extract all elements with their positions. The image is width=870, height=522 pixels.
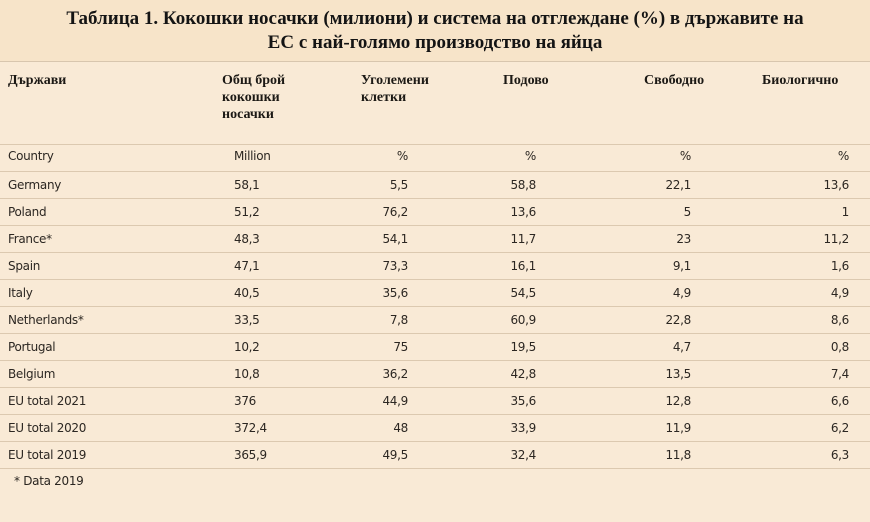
unit-free-range: %	[679, 149, 691, 163]
cell-country: EU total 2020	[8, 421, 87, 435]
table-row	[0, 387, 870, 414]
cell-free-range: 23	[676, 232, 691, 246]
table-row	[0, 414, 870, 441]
cell-total: 10,2	[234, 340, 260, 354]
cell-free-range: 13,5	[665, 367, 691, 381]
cell-free-range: 11,9	[665, 421, 691, 435]
cell-barn: 33,9	[510, 421, 536, 435]
cell-country: Spain	[8, 259, 41, 273]
cell-cages: 5,5	[389, 178, 408, 192]
cell-cages: 44,9	[382, 394, 408, 408]
cell-barn: 16,1	[510, 259, 536, 273]
unit-barn: %	[524, 149, 536, 163]
cell-barn: 60,9	[510, 313, 536, 327]
header-enriched-cages	[361, 72, 429, 106]
header-total-hens	[222, 72, 285, 123]
cell-country: Poland	[8, 205, 47, 219]
cell-country: Germany	[8, 178, 62, 192]
cell-total: 376	[234, 394, 257, 408]
cell-barn: 32,4	[510, 448, 536, 462]
unit-total: Million	[234, 149, 271, 163]
footnote: * Data 2019	[14, 474, 84, 488]
header-cages-line-2: клетки	[361, 90, 407, 105]
cell-total: 40,5	[234, 286, 260, 300]
table-row	[0, 306, 870, 333]
table-row	[0, 225, 870, 252]
cell-free-range: 11,8	[665, 448, 691, 462]
cell-total: 10,8	[234, 367, 260, 381]
table-row	[0, 333, 870, 360]
cell-organic: 4,9	[830, 286, 849, 300]
cell-organic: 0,8	[830, 340, 849, 354]
cell-cages: 76,2	[382, 205, 408, 219]
cell-organic: 1,6	[830, 259, 849, 273]
table-row	[0, 198, 870, 225]
cell-country: Italy	[8, 286, 33, 300]
cell-free-range: 22,8	[665, 313, 691, 327]
table-row	[0, 279, 870, 306]
cell-free-range: 12,8	[665, 394, 691, 408]
cell-cages: 48	[393, 421, 408, 435]
cell-organic: 11,2	[823, 232, 849, 246]
cell-country: France*	[8, 232, 52, 246]
header-organic: Биологично	[762, 73, 839, 88]
cell-total: 48,3	[234, 232, 260, 246]
cell-cages: 73,3	[382, 259, 408, 273]
unit-cages: %	[396, 149, 408, 163]
cell-country: Belgium	[8, 367, 56, 381]
cell-total: 58,1	[234, 178, 260, 192]
cell-country: EU total 2019	[8, 448, 87, 462]
cell-cages: 49,5	[382, 448, 408, 462]
header-total-line-2: кокошки	[222, 90, 280, 105]
data-table	[0, 144, 870, 493]
header-total-line-3: носачки	[222, 107, 274, 122]
cell-total: 51,2	[234, 205, 260, 219]
header-free-range: Свободно	[644, 73, 705, 88]
unit-organic: %	[837, 149, 849, 163]
cell-total: 47,1	[234, 259, 260, 273]
cell-organic: 6,6	[830, 394, 849, 408]
table-row	[0, 171, 870, 198]
cell-organic: 1	[841, 205, 849, 219]
cell-free-range: 4,9	[672, 286, 691, 300]
cell-total: 33,5	[234, 313, 260, 327]
cell-barn: 35,6	[510, 394, 536, 408]
cell-country: Netherlands*	[8, 313, 84, 327]
cell-organic: 7,4	[830, 367, 849, 381]
cell-total: 372,4	[234, 421, 267, 435]
header-total-line-1: Общ брой	[222, 73, 286, 88]
cell-country: Portugal	[8, 340, 56, 354]
cell-barn: 54,5	[510, 286, 536, 300]
units-row	[0, 144, 870, 171]
table-title-line-1: Таблица 1. Кокошки носачки (милиони) и система на отглеждане (%) в държавите на	[66, 8, 804, 29]
table-title-line-2: ЕС с най-голямо производство на яйца	[267, 32, 603, 53]
cell-free-range: 4,7	[672, 340, 691, 354]
cell-country: EU total 2021	[8, 394, 87, 408]
cell-free-range: 5	[683, 205, 691, 219]
cell-cages: 75	[393, 340, 408, 354]
table-row	[0, 441, 870, 468]
cell-cages: 54,1	[382, 232, 408, 246]
cell-cages: 36,2	[382, 367, 408, 381]
table-row	[0, 360, 870, 387]
footnote-row	[0, 468, 870, 493]
cell-barn: 58,8	[510, 178, 536, 192]
cell-barn: 42,8	[510, 367, 536, 381]
cell-organic: 13,6	[823, 178, 849, 192]
cell-free-range: 22,1	[665, 178, 691, 192]
column-headers	[0, 62, 870, 144]
cell-cages: 7,8	[389, 313, 408, 327]
header-cages-line-1: Уголемени	[361, 73, 429, 88]
unit-country: Country	[8, 149, 54, 163]
cell-total: 365,9	[234, 448, 267, 462]
cell-barn: 11,7	[510, 232, 536, 246]
cell-cages: 35,6	[382, 286, 408, 300]
cell-barn: 19,5	[510, 340, 536, 354]
cell-barn: 13,6	[510, 205, 536, 219]
table-body	[0, 171, 870, 468]
cell-organic: 6,2	[830, 421, 849, 435]
cell-free-range: 9,1	[672, 259, 691, 273]
cell-organic: 6,3	[830, 448, 849, 462]
header-country: Държави	[8, 73, 67, 88]
header-barn: Подово	[503, 73, 549, 88]
table-title	[0, 0, 870, 62]
table-row	[0, 252, 870, 279]
cell-organic: 8,6	[830, 313, 849, 327]
